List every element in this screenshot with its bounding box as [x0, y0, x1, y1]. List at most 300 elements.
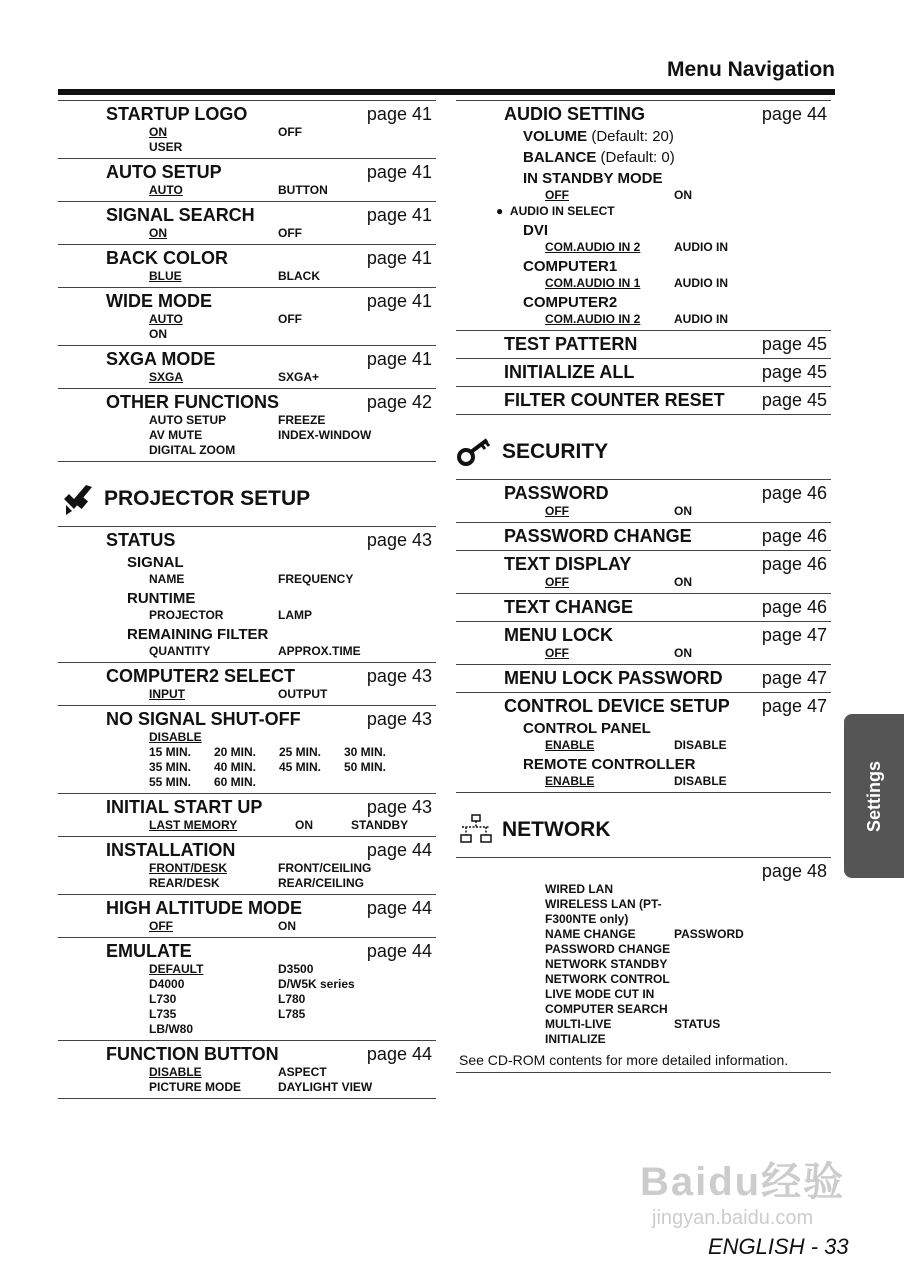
menu-item-page: page 41: [366, 349, 432, 369]
menu-item-title: TEST PATTERN: [504, 334, 638, 354]
option-value[interactable]: ON: [674, 646, 692, 660]
option-value[interactable]: D3500: [278, 962, 314, 976]
menu-item[interactable]: [456, 387, 831, 415]
menu-item[interactable]: [58, 245, 436, 288]
menu-item-status-header: [58, 529, 436, 551]
menu-item-header: [456, 553, 831, 575]
menu-item-title: HIGH ALTITUDE MODE: [106, 898, 302, 918]
option-value[interactable]: 60 MIN.: [214, 775, 257, 789]
menu-item-page: page 44: [366, 840, 432, 860]
menu-item-no-signal-shutoff-title: NO SIGNAL SHUT-OFF: [106, 709, 301, 729]
menu-item-page: page 44: [366, 898, 432, 918]
menu-item-header: [456, 361, 831, 383]
menu-item-header: [456, 667, 831, 689]
option-value[interactable]: ON: [674, 504, 692, 518]
menu-item-page: page 45: [761, 334, 827, 354]
option-value[interactable]: OFF: [545, 575, 569, 589]
option-list: [58, 572, 436, 587]
menu-item-no-signal-shutoff[interactable]: [58, 706, 436, 794]
option-value[interactable]: BLUE: [149, 269, 182, 283]
right-column: [456, 100, 831, 1073]
menu-item[interactable]: [456, 523, 831, 551]
option-row: [545, 738, 831, 753]
option-row: [149, 745, 436, 760]
menu-item-initial-start-up[interactable]: [58, 794, 436, 837]
menu-item-page: page 46: [761, 597, 827, 617]
option-row: [545, 312, 831, 327]
option-list: [58, 413, 436, 458]
option-row: [545, 1032, 831, 1047]
option-row: [149, 992, 436, 1007]
menu-item[interactable]: [456, 331, 831, 359]
option-value[interactable]: OFF: [278, 226, 302, 240]
menu-item[interactable]: [58, 895, 436, 938]
option-value[interactable]: 20 MIN.: [214, 745, 257, 759]
option-value[interactable]: COMPUTER SEARCH: [545, 1002, 668, 1016]
option-value[interactable]: INDEX-WINDOW: [278, 428, 372, 442]
option-value[interactable]: LAMP: [278, 608, 312, 622]
network-header: [456, 860, 831, 882]
security-section: [456, 425, 831, 479]
option-value[interactable]: DAYLIGHT VIEW: [278, 1080, 373, 1094]
option-row: [149, 977, 436, 992]
menu-item-title: BACK COLOR: [106, 248, 228, 268]
menu-item-page: page 44: [366, 1044, 432, 1064]
menu-item-page: page 45: [761, 390, 827, 410]
option-value[interactable]: AUDIO IN: [674, 276, 728, 290]
option-value[interactable]: ON: [674, 575, 692, 589]
menu-item-page: page 47: [761, 668, 827, 688]
option-row: [545, 504, 831, 519]
option-list: [58, 125, 436, 155]
audio-input-label: DVI: [523, 222, 549, 239]
menu-item-page: page 41: [366, 162, 432, 182]
menu-item-title: PASSWORD: [504, 483, 609, 503]
option-value[interactable]: PICTURE MODE: [149, 1080, 242, 1094]
option-value[interactable]: NETWORK CONTROL: [545, 972, 670, 986]
menu-item-header: [58, 290, 436, 312]
menu-item-header: [58, 839, 436, 861]
option-list: [58, 818, 436, 833]
menu-item-title: MENU LOCK: [504, 625, 613, 645]
menu-item[interactable]: [58, 159, 436, 202]
menu-item-header: [58, 161, 436, 183]
option-row: [149, 876, 436, 891]
menu-item-title: INSTALLATION: [106, 840, 236, 860]
option-list: [456, 188, 831, 203]
watermark-logo: Baidu经验: [640, 1160, 846, 1204]
option-value[interactable]: OFF: [545, 504, 569, 518]
option-row: [545, 188, 831, 203]
projector-setup-section-title: PROJECTOR SETUP: [104, 487, 311, 510]
option-row: [545, 240, 831, 255]
option-list: [58, 312, 436, 342]
option-row: [149, 183, 436, 198]
menu-item-page: page 42: [366, 392, 432, 412]
menu-item-header: [58, 348, 436, 370]
volume-default: (Default: 20): [591, 128, 674, 145]
menu-item-page: page 46: [761, 483, 827, 503]
option-row: [149, 962, 436, 977]
menu-item-title: WIDE MODE: [106, 291, 212, 311]
option-value[interactable]: ON: [295, 818, 313, 832]
menu-item-control-device-setup-title: CONTROL DEVICE SETUP: [504, 696, 730, 716]
option-row: [149, 428, 436, 443]
option-value[interactable]: L735: [149, 1007, 177, 1021]
option-value[interactable]: OFF: [545, 188, 569, 202]
option-list: [456, 312, 831, 327]
option-row: [149, 919, 436, 934]
option-row: [545, 1017, 831, 1032]
option-list: [58, 687, 436, 702]
menu-item[interactable]: [58, 663, 436, 706]
option-value[interactable]: OFF: [278, 125, 302, 139]
audio-input-label: COMPUTER2: [523, 294, 618, 311]
option-row: [545, 972, 831, 987]
option-list: [456, 774, 831, 789]
menu-item[interactable]: [456, 622, 831, 665]
option-value[interactable]: AUDIO IN: [674, 240, 728, 254]
option-value[interactable]: OFF: [278, 312, 302, 326]
option-value[interactable]: DEFAULT: [149, 962, 204, 976]
option-row: [149, 1007, 436, 1022]
option-row: [545, 942, 831, 957]
menu-item[interactable]: [58, 100, 436, 159]
standby-label: IN STANDBY MODE: [523, 170, 663, 187]
menu-item[interactable]: [58, 938, 436, 1041]
menu-item[interactable]: [58, 346, 436, 389]
option-list: [456, 575, 831, 590]
menu-item-page: page 41: [366, 104, 432, 124]
network-page: page 48: [761, 861, 827, 881]
option-row: [545, 927, 831, 942]
option-row: [149, 312, 436, 327]
option-row: [149, 818, 436, 833]
menu-item[interactable]: [58, 389, 436, 462]
option-value[interactable]: 50 MIN.: [344, 760, 387, 774]
balance-name: BALANCE: [523, 149, 597, 166]
menu-item[interactable]: [58, 202, 436, 245]
option-row: [149, 1065, 436, 1080]
option-value[interactable]: REAR/DESK: [149, 876, 220, 890]
option-list: [58, 370, 436, 385]
menu-item-initial-start-up-page: page 43: [366, 797, 432, 817]
option-value[interactable]: AUDIO IN: [674, 312, 728, 326]
option-value[interactable]: WIRELESS LAN (PT-F300NTE only): [545, 897, 662, 926]
option-value[interactable]: BLACK: [278, 269, 320, 283]
option-value[interactable]: AV MUTE: [149, 428, 203, 442]
option-row: [149, 226, 436, 241]
menu-item-status[interactable]: [58, 526, 436, 663]
menu-item-network[interactable]: [456, 857, 831, 1073]
option-list: [456, 738, 831, 753]
option-value[interactable]: L730: [149, 992, 177, 1006]
option-list: [456, 882, 831, 1047]
option-value[interactable]: ON: [149, 226, 167, 240]
option-value[interactable]: REAR/CEILING: [278, 876, 365, 890]
option-value[interactable]: ENABLE: [545, 738, 595, 752]
option-value[interactable]: PROJECTOR: [149, 608, 224, 622]
menu-item[interactable]: [58, 1041, 436, 1099]
option-value[interactable]: 30 MIN.: [344, 745, 387, 759]
option-value[interactable]: PASSWORD CHANGE: [545, 942, 671, 956]
menu-item-audio-setting-page: page 44: [761, 104, 827, 124]
option-value[interactable]: BUTTON: [278, 183, 328, 197]
header-rule: [58, 89, 835, 95]
menu-item-title: STARTUP LOGO: [106, 104, 248, 124]
left-column: [58, 100, 436, 1099]
option-value[interactable]: STATUS: [674, 1017, 721, 1031]
option-value[interactable]: NAME: [149, 572, 185, 586]
menu-item-page: page 46: [761, 526, 827, 546]
option-value[interactable]: NAME CHANGE: [545, 927, 636, 941]
option-value[interactable]: ENABLE: [545, 774, 595, 788]
option-list: [58, 644, 436, 659]
option-value[interactable]: FREQUENCY: [278, 572, 354, 586]
option-row: [545, 575, 831, 590]
menu-item-status-page: page 43: [366, 530, 432, 550]
option-list: [58, 730, 436, 790]
menu-item-status-title: STATUS: [106, 530, 176, 550]
submenu-label: REMOTE CONTROLLER: [523, 756, 696, 773]
menu-item-title: OTHER FUNCTIONS: [106, 392, 279, 412]
menu-item-title: EMULATE: [106, 941, 192, 961]
menu-item-no-signal-shutoff-header: [58, 708, 436, 730]
menu-item-title: SXGA MODE: [106, 349, 216, 369]
option-value[interactable]: ASPECT: [278, 1065, 327, 1079]
option-value[interactable]: FRONT/DESK: [149, 861, 227, 875]
option-row: [149, 269, 436, 284]
option-value[interactable]: INPUT: [149, 687, 185, 701]
option-value[interactable]: WIRED LAN: [545, 882, 613, 896]
option-value[interactable]: APPROX.TIME: [278, 644, 361, 658]
option-value[interactable]: 45 MIN.: [279, 760, 322, 774]
menu-item-page: page 41: [366, 248, 432, 268]
menu-item[interactable]: [58, 837, 436, 895]
option-value[interactable]: AUTO SETUP: [149, 413, 227, 427]
option-row: [149, 443, 436, 458]
menu-item[interactable]: [456, 479, 831, 523]
menu-item-header: [58, 247, 436, 269]
menu-item-control-device-setup[interactable]: [456, 693, 831, 793]
menu-item-title: COMPUTER2 SELECT: [106, 666, 296, 686]
option-value[interactable]: AUTO: [149, 183, 183, 197]
option-value[interactable]: NETWORK STANDBY: [545, 957, 668, 971]
option-row: [149, 861, 436, 876]
volume-label: [456, 127, 831, 146]
menu-item-audio-setting-header: [456, 103, 831, 125]
settings-tab-label: Settings: [863, 760, 884, 832]
menu-item-page: page 47: [761, 625, 827, 645]
settings-tab[interactable]: [844, 714, 904, 878]
option-row: [149, 644, 436, 659]
option-value[interactable]: DISABLE: [674, 774, 727, 788]
option-value[interactable]: FREEZE: [278, 413, 326, 427]
balance-label: [456, 148, 831, 167]
menu-item-title: TEXT DISPLAY: [504, 554, 632, 574]
menu-item-audio-setting-title: AUDIO SETTING: [504, 104, 646, 124]
menu-item-header: [456, 333, 831, 355]
option-value[interactable]: ON: [149, 327, 167, 341]
menu-item-page: page 45: [761, 362, 827, 382]
option-value[interactable]: QUANTITY: [149, 644, 211, 658]
option-value[interactable]: 55 MIN.: [149, 775, 192, 789]
audio-in-select: [456, 204, 831, 219]
option-row: [149, 760, 436, 775]
option-row: [545, 1002, 831, 1017]
menu-item-page: page 44: [366, 941, 432, 961]
menu-item-header: [58, 204, 436, 226]
option-list: [456, 504, 831, 519]
option-list: [58, 1065, 436, 1095]
menu-item[interactable]: [456, 665, 831, 693]
option-value[interactable]: L785: [278, 1007, 306, 1021]
watermark: [640, 1150, 845, 1230]
menu-item-title: FILTER COUNTER RESET: [504, 390, 725, 410]
option-value[interactable]: 25 MIN.: [279, 745, 322, 759]
option-value[interactable]: ON: [149, 125, 167, 139]
option-row: [149, 1022, 436, 1037]
bullet-icon: ●: [496, 204, 510, 218]
option-list: [58, 269, 436, 284]
option-value[interactable]: OFF: [149, 919, 173, 933]
option-value[interactable]: SXGA: [149, 370, 184, 384]
option-value[interactable]: ON: [674, 188, 692, 202]
page-header: Menu Navigation: [666, 58, 835, 81]
option-value[interactable]: D4000: [149, 977, 185, 991]
menu-item-page: page 43: [366, 666, 432, 686]
menu-item-control-device-setup-header: [456, 695, 831, 717]
option-value[interactable]: D/W5K series: [278, 977, 355, 991]
option-row: [545, 957, 831, 972]
option-value[interactable]: FRONT/CEILING: [278, 861, 372, 875]
option-value[interactable]: 40 MIN.: [214, 760, 257, 774]
option-row: [545, 882, 831, 897]
menu-item-control-device-setup-page: page 47: [761, 696, 827, 716]
menu-item-header: [456, 596, 831, 618]
option-value[interactable]: OFF: [545, 646, 569, 660]
audio-in-select-label: AUDIO IN SELECT: [509, 204, 615, 218]
option-list: [58, 861, 436, 891]
option-list: [456, 646, 831, 661]
option-value[interactable]: AUTO: [149, 312, 183, 326]
option-value[interactable]: MULTI-LIVE: [545, 1017, 612, 1031]
option-row: [149, 413, 436, 428]
option-value[interactable]: DISABLE: [674, 738, 727, 752]
option-value[interactable]: DISABLE: [149, 1065, 202, 1079]
option-row: [545, 987, 831, 1002]
menu-item-title: PASSWORD CHANGE: [504, 526, 692, 546]
option-row: [545, 774, 831, 789]
option-row: [149, 327, 436, 342]
menu-item-title: INITIALIZE ALL: [504, 362, 635, 382]
option-value[interactable]: COM.AUDIO IN 1: [545, 276, 641, 290]
submenu-label: RUNTIME: [127, 590, 196, 607]
option-value[interactable]: COM.AUDIO IN 2: [545, 240, 641, 254]
menu-item-header: [58, 940, 436, 962]
watermark-url: jingyan.baidu.com: [652, 1207, 814, 1229]
option-row: [149, 370, 436, 385]
menu-item[interactable]: [456, 551, 831, 594]
option-list: [58, 962, 436, 1037]
option-row: [149, 572, 436, 587]
option-list: [456, 240, 831, 255]
menu-item-no-signal-shutoff-page: page 43: [366, 709, 432, 729]
option-value[interactable]: 35 MIN.: [149, 760, 192, 774]
menu-item-title: AUTO SETUP: [106, 162, 222, 182]
menu-item-initial-start-up-title: INITIAL START UP: [106, 797, 263, 817]
menu-item-header: [456, 624, 831, 646]
option-row: [149, 125, 436, 140]
menu-item-page: page 46: [761, 554, 827, 574]
menu-item-audio-setting[interactable]: [456, 100, 831, 331]
option-row: [149, 775, 436, 790]
option-value[interactable]: PASSWORD: [674, 927, 744, 941]
option-row: [149, 1080, 436, 1095]
option-value[interactable]: DISABLE: [149, 730, 202, 744]
menu-item-initial-start-up-header: [58, 796, 436, 818]
menu-item-header: [58, 391, 436, 413]
option-row: [545, 646, 831, 661]
projector-setup-section: [58, 472, 436, 526]
menu-item[interactable]: [456, 359, 831, 387]
option-list: [58, 183, 436, 198]
network-section-title: NETWORK: [502, 818, 611, 841]
option-value[interactable]: LB/W80: [149, 1022, 194, 1036]
option-list: [58, 608, 436, 623]
key-icon: [456, 432, 496, 472]
option-value[interactable]: USER: [149, 140, 183, 154]
option-value[interactable]: STANDBY: [351, 818, 409, 832]
option-row: [545, 897, 831, 927]
menu-item-title: MENU LOCK PASSWORD: [504, 668, 723, 688]
menu-item-page: page 41: [366, 205, 432, 225]
menu-item-header: [456, 389, 831, 411]
option-value[interactable]: LIVE MODE CUT IN: [545, 987, 655, 1001]
submenu-label: REMAINING FILTER: [127, 626, 269, 643]
network-icon: [456, 810, 496, 850]
audio-input-label: COMPUTER1: [523, 258, 618, 275]
option-value[interactable]: DIGITAL ZOOM: [149, 443, 236, 457]
menu-item-header: [58, 897, 436, 919]
menu-item[interactable]: [456, 594, 831, 622]
option-row: [149, 730, 436, 745]
network-note: See CD-ROM contents for more detailed information.: [459, 1052, 789, 1068]
option-row: [149, 687, 436, 702]
menu-item-title: TEXT CHANGE: [504, 597, 634, 617]
option-value[interactable]: COM.AUDIO IN 2: [545, 312, 641, 326]
menu-item-page: page 41: [366, 291, 432, 311]
option-row: [545, 276, 831, 291]
option-value[interactable]: OUTPUT: [278, 687, 328, 701]
security-section-title: SECURITY: [502, 440, 609, 463]
network-section: [456, 803, 831, 857]
option-value[interactable]: 15 MIN.: [149, 745, 192, 759]
option-value[interactable]: SXGA+: [278, 370, 320, 384]
option-value[interactable]: L780: [278, 992, 306, 1006]
option-value[interactable]: LAST MEMORY: [149, 818, 238, 832]
menu-item-header: [58, 103, 436, 125]
page-footer: ENGLISH - 33: [708, 1234, 849, 1259]
menu-item[interactable]: [58, 288, 436, 346]
submenu-label: CONTROL PANEL: [523, 720, 651, 737]
option-value[interactable]: ON: [278, 919, 296, 933]
option-value[interactable]: INITIALIZE: [545, 1032, 606, 1046]
option-list: [456, 276, 831, 291]
menu-item-header: [456, 482, 831, 504]
menu-item-header: [58, 1043, 436, 1065]
submenu-label: SIGNAL: [127, 554, 184, 571]
